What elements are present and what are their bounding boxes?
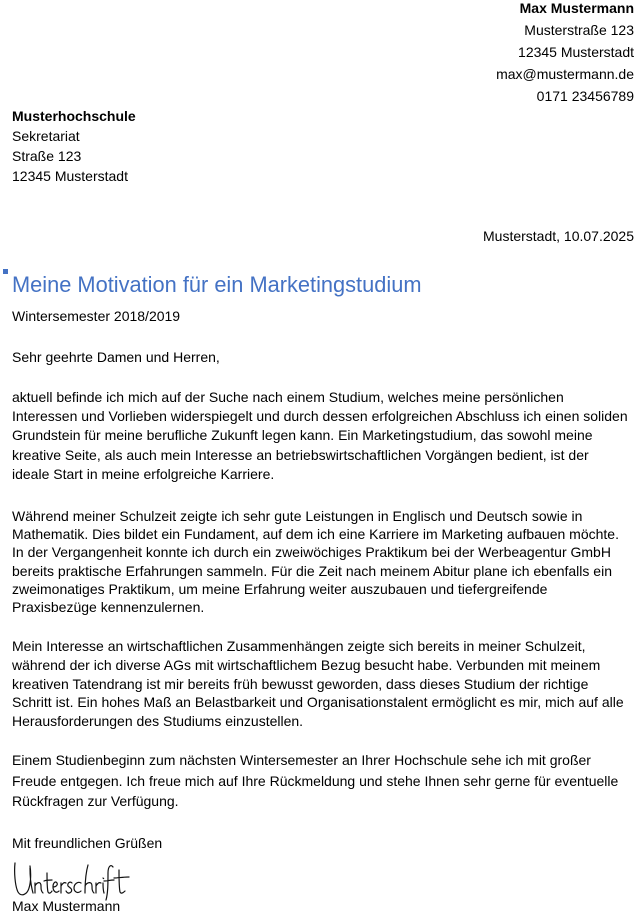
paragraph-line: Mathematik. Dies bildet ein Fundament, auf dem ich eine Karriere im Marketing aufbauen möchte. [12, 526, 619, 543]
body-paragraph [12, 388, 628, 484]
paragraph-line: zweimonatiges Praktikum, um meine Erfahrung weiter auszubauen und tiefergreifende [12, 580, 548, 597]
paragraph-line: kreativen Tatendrang ist mir bereits früh bewusst geworden, dass dieses Studium der richtige [12, 675, 589, 692]
recipient-city: 12345 Musterstadt [12, 168, 128, 184]
letter-date: Musterstadt, 10.07.2025 [483, 228, 634, 244]
paragraph-line: Freude entgegen. Ich freue mich auf Ihre Rückmeldung und stehe Ihnen sehr gerne für eventuelle [12, 772, 619, 789]
paragraph-line: Einem Studienbeginn zum nächsten Wintersemester an Ihrer Hochschule sehe ich mit großer [12, 752, 591, 768]
semester-line: Wintersemester 2018/2019 [12, 308, 181, 324]
signer-name: Max Mustermann [12, 898, 121, 914]
heading-marker-square [3, 269, 8, 274]
paragraph-line: Grundstein für meine berufliche Zukunft legen kann. Ein Marketingstudium, das sowohl meine [12, 427, 593, 444]
paragraph-line: Während meiner Schulzeit zeigte ich sehr gute Leistungen in Englisch und Deutsch sowie in [12, 508, 583, 524]
paragraph-line: kreative Seite, als auch mein Interesse an betriebswirtschaftlichen Vorgängen bedient, ist der [12, 446, 589, 463]
body-paragraph [12, 507, 619, 616]
letter-title: Meine Motivation für ein Marketingstudium [12, 272, 422, 297]
recipient-department: Sekretariat [12, 128, 80, 144]
recipient-name: Musterhochschule [12, 108, 136, 124]
sender-email: max@mustermann.de [496, 66, 634, 82]
body-paragraph [12, 750, 618, 812]
paragraph-line: Interessen und Vorlieben widerspiegelt und durch dessen erfolgreichen Abschluss ich einen soliden [12, 408, 628, 425]
closing-phrase: Mit freundlichen Grüßen [12, 835, 163, 851]
sender-street: Musterstraße 123 [524, 22, 634, 38]
paragraph-line: während der ich diverse AGs mit wirtschaftlichem Bezug besucht habe. Verbunden mit meinem [12, 656, 601, 673]
body-paragraph [12, 637, 624, 731]
paragraph-line: Praxisbezüge kennenzulernen. [12, 599, 205, 616]
sender-name: Max Mustermann [519, 0, 634, 16]
paragraph-line: Herausforderungen des Studiums einzustellen. [12, 713, 304, 730]
recipient-address-block [12, 106, 136, 186]
paragraph-line: In der Vergangenheit konnte ich durch ein zweiwöchiges Praktikum bei der Werbeagentur GmbH [12, 544, 611, 561]
paragraph-line: Rückfragen zur Verfügung. [12, 793, 179, 809]
paragraph-line: Mein Interesse an wirtschaftlichen Zusammenhängen zeigte sich bereits in meiner Schulzeit, [12, 638, 586, 654]
salutation: Sehr geehrte Damen und Herren, [12, 349, 220, 365]
sender-phone: 0171 23456789 [536, 88, 634, 104]
paragraph-line: bereits praktische Erfahrungen sammeln. Für die Zeit nach meinem Abitur plane ich ebenfalls ein [12, 562, 612, 579]
paragraph-line: ideale Start in meine erfolgreiche Karriere. [12, 465, 275, 482]
handwritten-signature [10, 856, 132, 902]
sender-address-block [496, 0, 634, 107]
paragraph-line: Schritt ist. Ein hohes Maß an Belastbarkeit und Organisationstalent ermöglicht es mir, mich auf alle [12, 694, 624, 711]
signature-stroke [15, 863, 129, 900]
recipient-street: Straße 123 [12, 148, 82, 164]
sender-city: 12345 Musterstadt [518, 44, 634, 60]
paragraph-line: aktuell befinde ich mich auf der Suche nach einem Studium, welches meine persönlichen [12, 389, 564, 405]
